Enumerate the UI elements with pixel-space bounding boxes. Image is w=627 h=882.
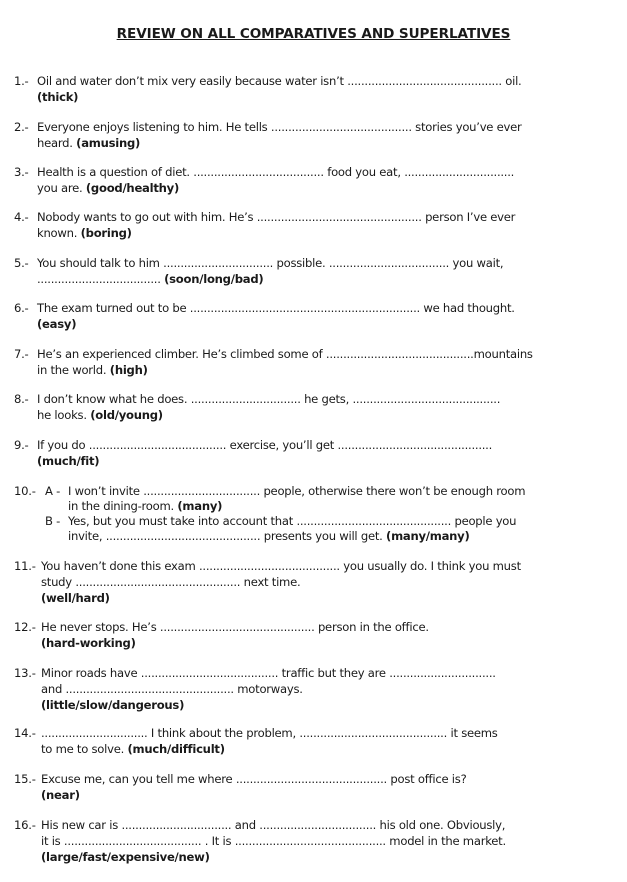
sentence-text: .................................... [37,272,161,286]
sentence-line: You haven’t done this exam ......................................... you usually do. I think you must [41,559,521,573]
part-label-b: B - [45,514,61,528]
sentence-line: Yes, but you must take into account that ............................................. people you [68,514,517,528]
sentence-line: He’s an experienced climber. He’s climbed some of ...........................................mountains [37,347,533,361]
hint: (much/difficult) [127,742,225,756]
sentence-line: He never stops. He’s ............................................. person in the office. [41,620,429,634]
item-number: 7.- [14,347,29,361]
hint: (thick) [37,90,79,104]
sentence-line: You should talk to him ................................ possible. ................................... you wait, [37,256,504,270]
sentence-line: I don’t know what he does. ................................ he gets, ........................................... [37,392,501,406]
item-number: 4.- [14,210,29,224]
item-number: 10.- [14,484,36,498]
sentence-line [37,272,263,288]
item-number: 8.- [14,392,29,406]
item-number: 3.- [14,165,29,179]
sentence-line: ............................... I think about the problem, ........................................... it seems [41,726,498,740]
hint: (large/fast/expensive/new) [41,850,210,864]
sentence-line: study ................................................ next time. [41,575,301,589]
hint: (boring) [80,226,132,240]
sentence-text: known. [37,226,78,240]
hint: (easy) [37,317,77,331]
sentence-line: I won’t invite .................................. people, otherwise there won’t be enough room [68,484,526,498]
sentence-line [68,529,470,545]
sentence-text: he looks. [37,408,87,422]
sentence-text: in the world. [37,363,107,377]
sentence-text: you are. [37,181,83,195]
hint: (high) [109,363,148,377]
sentence-line: Health is a question of diet. ...................................... food you eat, ................................ [37,165,515,179]
sentence-line: Oil and water don’t mix very easily because water isn’t ............................................. oil. [37,74,522,88]
sentence-line [41,742,225,758]
sentence-text: heard. [37,136,73,150]
hint: (little/slow/dangerous) [41,698,185,712]
sentence-line: Nobody wants to go out with him. He’s ................................................ person I’ve ever [37,210,516,224]
hint: (many) [177,499,223,513]
sentence-line: Minor roads have ........................................ traffic but they are ............................... [41,666,496,680]
sentence-line: Everyone enjoys listening to him. He tells ......................................... stories you’ve ever [37,120,522,134]
hint: (old/young) [90,408,163,422]
sentence-line: The exam turned out to be ................................................................... we had thought. [37,301,515,315]
sentence-line: His new car is ................................ and .................................. his old one. Obviously, [41,818,506,832]
sentence-line [37,226,132,242]
hint: (amusing) [76,136,141,150]
sentence-text: in the dining-room. [68,499,174,513]
sentence-line [37,136,140,152]
item-number: 1.- [14,74,29,88]
sentence-line: If you do ........................................ exercise, you’ll get ............................................. [37,438,493,452]
item-number: 5.- [14,256,29,270]
hint: (many/many) [386,529,470,543]
sentence-line [37,408,163,424]
hint: (good/healthy) [85,181,180,195]
hint: (well/hard) [41,591,110,605]
sentence-line: and ................................................. motorways. [41,682,303,696]
sentence-line: it is ........................................ . It is ............................................ model in the market. [41,834,506,848]
hint: (near) [41,788,80,802]
item-number: 12.- [14,620,36,634]
item-number: 15.- [14,772,36,786]
hint: (soon/long/bad) [164,272,264,286]
sentence-line: Excuse me, can you tell me where ............................................ post office is? [41,772,467,786]
item-number: 6.- [14,301,29,315]
hint: (much/fit) [37,454,100,468]
sentence-line [68,499,222,515]
item-number: 16.- [14,818,36,832]
item-number: 2.- [14,120,29,134]
item-number: 11.- [14,559,36,573]
sentence-text: invite, ............................................. presents you will get. [68,529,383,543]
item-number: 14.- [14,726,36,740]
worksheet-title: REVIEW ON ALL COMPARATIVES AND SUPERLATIVES [116,26,511,42]
sentence-line [37,363,148,379]
part-label-a: A - [45,484,61,498]
sentence-text: to me to solve. [41,742,125,756]
hint: (hard-working) [41,636,136,650]
item-number: 13.- [14,666,36,680]
sentence-line [37,181,179,197]
item-number: 9.- [14,438,29,452]
